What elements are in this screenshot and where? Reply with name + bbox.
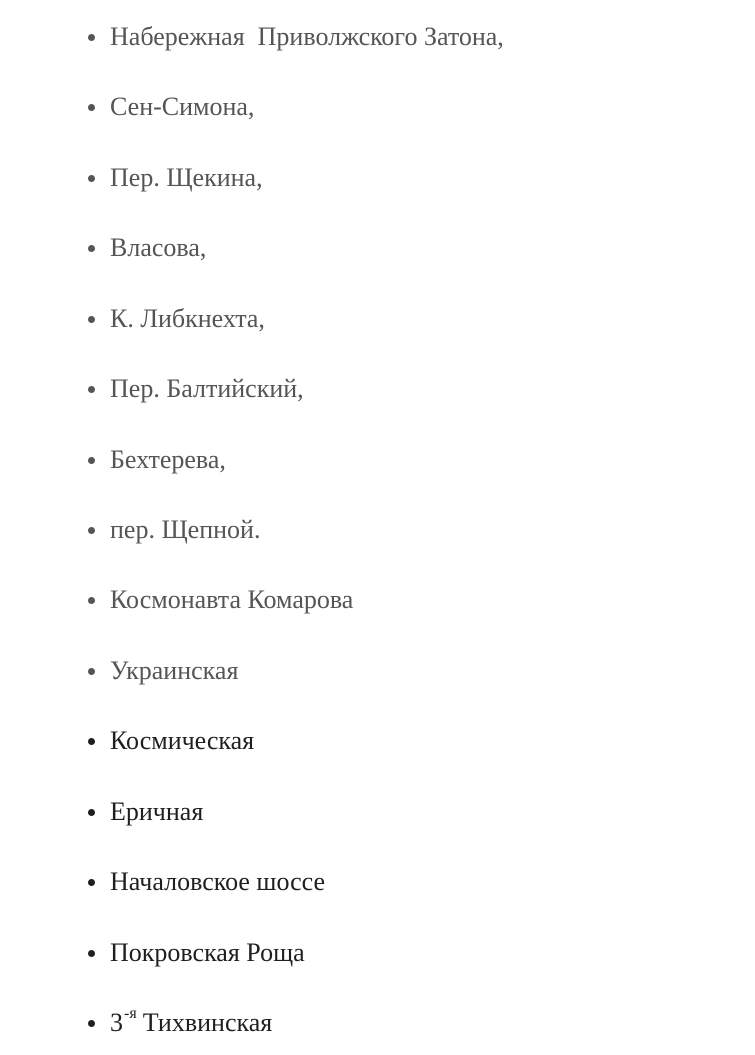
list-item <box>88 864 325 900</box>
bullet-icon <box>88 738 95 745</box>
list-item <box>88 442 226 478</box>
street-number-suffix: -я <box>124 1005 137 1022</box>
bullet-icon <box>88 809 95 816</box>
street-name: Пер. Щекина, <box>110 163 263 192</box>
list-item <box>88 935 305 971</box>
bullet-icon <box>88 668 95 675</box>
street-name: К. Либкнехта, <box>110 304 265 333</box>
street-name: Тихвинская <box>142 1008 273 1037</box>
street-name: Власова, <box>110 233 207 262</box>
bullet-icon <box>88 316 95 323</box>
list-item <box>88 1005 272 1041</box>
bullet-icon <box>88 104 95 111</box>
bullet-icon <box>88 34 95 41</box>
street-name: Покровская Роща <box>110 938 305 967</box>
street-name: Началовское шоссе <box>110 867 326 896</box>
street-name: Сен-Симона, <box>110 92 255 121</box>
street-name: Бехтерева, <box>110 445 226 474</box>
bullet-icon <box>88 457 95 464</box>
street-name: Еричная <box>110 797 204 826</box>
bullet-icon <box>88 386 95 393</box>
list-item <box>88 301 265 337</box>
bullet-icon <box>88 245 95 252</box>
list-item <box>88 230 206 266</box>
bullet-icon <box>88 527 95 534</box>
list-item <box>88 723 254 759</box>
bullet-icon <box>88 597 95 604</box>
bullet-icon <box>88 879 95 886</box>
bullet-icon <box>88 950 95 957</box>
street-name: Украинская <box>110 656 239 685</box>
list-item <box>88 582 353 618</box>
bullet-icon <box>88 175 95 182</box>
street-name: Космонавта Комарова <box>110 585 354 614</box>
list-item <box>88 794 203 830</box>
list-item <box>88 653 238 689</box>
street-number: 3 <box>110 1008 123 1037</box>
street-name: Набережная Приволжского Затона, <box>110 22 504 51</box>
list-item <box>88 512 260 548</box>
list-item <box>88 160 263 196</box>
street-name: Космическая <box>110 726 255 755</box>
street-name: пер. Щепной. <box>110 515 261 544</box>
list-item <box>88 19 504 55</box>
list-item <box>88 89 254 125</box>
bullet-icon <box>88 1020 95 1027</box>
list-item <box>88 371 304 407</box>
street-name: Пер. Балтийский, <box>110 374 304 403</box>
